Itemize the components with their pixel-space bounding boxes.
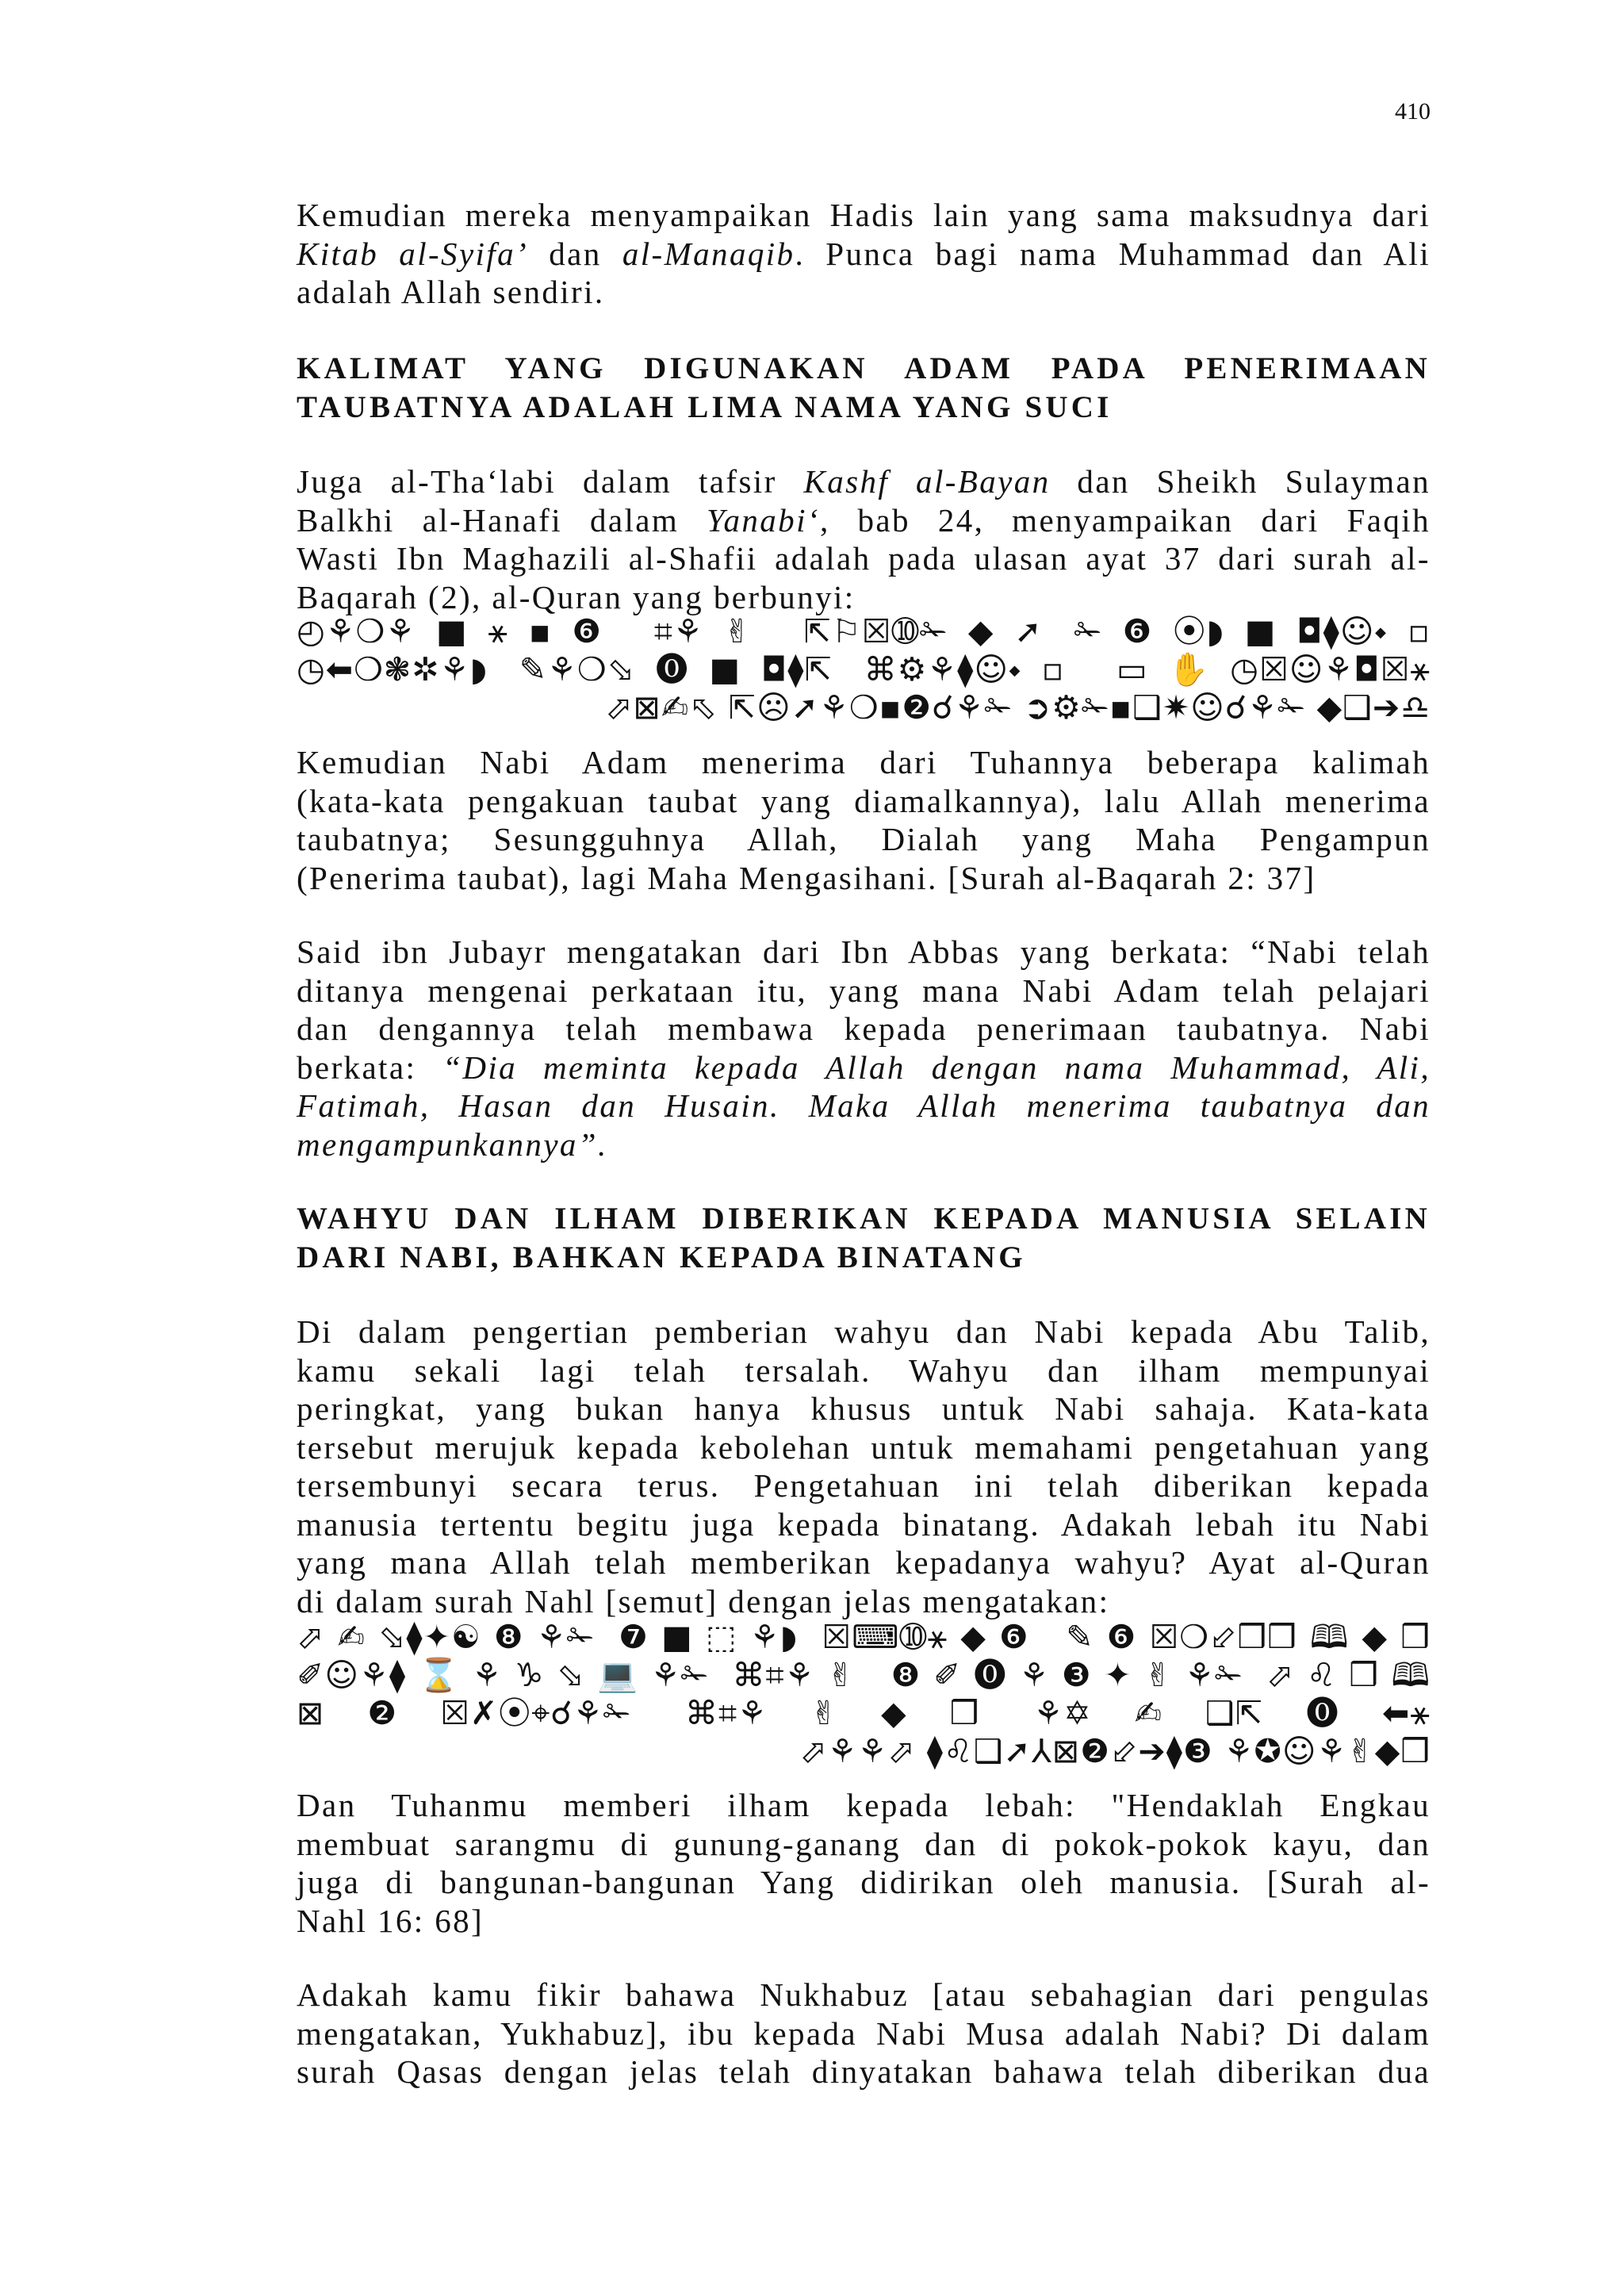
heading-line: DARI NABI, BAHKAN KEPADA BINATANG <box>297 1240 1026 1274</box>
verse-glyphs-1 <box>297 612 1431 726</box>
paragraph-4 <box>297 933 1431 1163</box>
glyph-line: ⬀⚘⚘⬀ ⧫♌❑➚⅄⊠❷⬃➔⧫❸ ⚘✪☺⚘✌◆❒ <box>799 1732 1431 1770</box>
glyph-line: ⬀✍⬂⧫✦☯❽⚘✁ ❼■⬚⚘◗ ☒⌨➉⚹◆❻ ✎❻☒❍⬃❒❒🕮◆❒ <box>297 1618 1431 1656</box>
section-heading-1 <box>297 350 1431 427</box>
text-line: ditanya mengenai perkataan itu, yang mana Nabi Adam telah pelajari <box>297 972 1431 1009</box>
text-line: Kemudian mereka menyampaikan Hadis lain yang sama maksudnya dari <box>297 197 1431 233</box>
text-line: Adakah kamu fikir bahawa Nukhabuz [atau sebahagian dari pengulas <box>297 1976 1431 2013</box>
heading-line: KALIMAT YANG DIGUNAKAN ADAM PADA PENERIMAAN <box>297 351 1431 385</box>
page-number: 410 <box>1395 98 1431 125</box>
paragraph-2 <box>297 462 1431 616</box>
text-span: , bab 24, menyampaikan dari Faqih <box>819 501 1431 539</box>
italic-title: Yanabi‘ <box>707 501 820 539</box>
text-line: (kata-kata pengakuan taubat yang diamalkannya), lalu Allah menerima <box>297 782 1431 819</box>
paragraph-1 <box>297 196 1431 312</box>
glyph-line: ✐☺⚘⧫⌛⚘♑⬂💻⚘✁ ⌘⌗⚘✌ ❽✐⓿⚘❸✦✌⚘✁ ⬀♌❒🕮 <box>297 1656 1431 1694</box>
text-line: surah Qasas dengan jelas telah dinyatakan bahawa telah diberikan dua <box>297 2053 1431 2090</box>
text-line: dan dengannya telah membawa kepada penerimaan taubatnya. Nabi <box>297 1010 1431 1047</box>
italic-quote: mengampunkannya”. <box>297 1125 608 1163</box>
glyph-line: ◴⚘❍⚘■⚹▪❻ ⌗⚘✌ ⇱⚐☒➉✁◆➚ ✁❻⦿◗■◘⧫☺⬩▫ <box>297 612 1431 650</box>
text-line: tersebut merujuk kepada kebolehan untuk memahami pengetahuan yang <box>297 1428 1431 1466</box>
text-line: adalah Allah sendiri. <box>297 274 605 310</box>
italic-quote: “Dia meminta kepada Allah dengan nama Muhammad, Ali, <box>442 1048 1431 1086</box>
heading-line: WAHYU DAN ILHAM DIBERIKAN KEPADA MANUSIA SELAIN <box>297 1202 1431 1236</box>
italic-quote: Fatimah, Hasan dan Husain. Maka Allah menerima taubatnya dan <box>297 1087 1431 1124</box>
text-line: kamu sekali lagi telah tersalah. Wahyu dan ilham mempunyai <box>297 1351 1431 1389</box>
text-line: yang mana Allah telah memberikan kepadanya wahyu? Ayat al-Quran <box>297 1544 1431 1581</box>
text-line: Kemudian Nabi Adam menerima dari Tuhannya beberapa kalimah <box>297 744 1431 780</box>
text-line: Wasti Ibn Maghazili al-Shafii adalah pada ulasan ayat 37 dari surah al- <box>297 540 1431 577</box>
italic-title: Kitab al-Syifa’ <box>297 235 529 272</box>
text-line: Di dalam pengertian pemberian wahyu dan Nabi kepada Abu Talib, <box>297 1313 1431 1350</box>
italic-title: al-Manaqib <box>622 235 795 272</box>
text-line: Nahl 16: 68] <box>297 1902 485 1939</box>
italic-title: Kashf al-Bayan <box>803 463 1051 500</box>
text-line: Dan Tuhanmu memberi ilham kepada lebah: "Hendaklah Engkau <box>297 1787 1431 1823</box>
text-line: manusia tertentu begitu juga kepada binatang. Adakah lebah itu Nabi <box>297 1505 1431 1543</box>
section-heading-2 <box>297 1200 1431 1277</box>
text-line: mengatakan, Yukhabuz], ibu kepada Nabi Musa adalah Nabi? Di dalam <box>297 2014 1431 2052</box>
text-line: di dalam surah Nahl [semut] dengan jelas mengatakan: <box>297 1582 1110 1619</box>
text-span: Balkhi al-Hanafi dalam <box>297 501 707 539</box>
paragraph-7 <box>297 1976 1431 2091</box>
paragraph-6 <box>297 1786 1431 1940</box>
text-span: dan <box>528 235 622 272</box>
verse-glyphs-2 <box>297 1618 1431 1770</box>
text-line <box>297 1048 1431 1087</box>
text-line: (Penerima taubat), lagi Maha Mengasihani. [Surah al-Baqarah 2: 37] <box>297 859 1316 896</box>
glyph-line: ◷⬅❍❃✲⚘◗ ✎⚘❍⬂⓿■◘⧫⇱ ⌘⚙⚘⧫☺⬩▫ ▭✋◷☒☺⚘◘☒⚹ <box>297 650 1431 688</box>
glyph-line: ⬀⊠✍⬁ ⇱☹➚⚘❍▪❷☌⚘✁ ➲⚙✁▪❑✷☺☌⚘✁ ◆❑➔♎ <box>605 688 1431 726</box>
text-span: . Punca bagi nama Muhammad dan Ali <box>795 235 1431 272</box>
text-line: juga di bangunan-bangunan Yang didirikan oleh manusia. [Surah al- <box>297 1864 1431 1900</box>
paragraph-3 <box>297 743 1431 897</box>
glyph-line: ⊠❷☒✗⦿⌖☌⚘✁ ⌘⌗⚘✌◆❒ ⚘✡✍❑⇱⓿⬅⚹ <box>297 1694 1431 1732</box>
paragraph-5 <box>297 1313 1431 1620</box>
text-line: membuat sarangmu di gunung-ganang dan di pokok-pokok kayu, dan <box>297 1825 1431 1862</box>
text-line <box>297 501 1431 540</box>
text-line <box>297 235 1431 274</box>
text-line: Baqarah (2), al-Quran yang berbunyi: <box>297 578 856 615</box>
text-line: peringkat, yang bukan hanya khusus untuk Nabi sahaja. Kata-kata <box>297 1390 1431 1427</box>
text-line <box>297 1087 1431 1125</box>
text-span: Juga al-Tha‘labi dalam tafsir <box>297 463 804 500</box>
text-line: taubatnya; Sesungguhnya Allah, Dialah yang Maha Pengampun <box>297 821 1431 857</box>
text-span: berkata: <box>297 1048 443 1086</box>
text-span: dan Sheikh Sulayman <box>1050 463 1431 500</box>
text-line <box>297 1125 1431 1164</box>
text-line: tersembunyi secara terus. Pengetahuan ini telah diberikan kepada <box>297 1467 1431 1504</box>
text-line <box>297 462 1431 501</box>
heading-line: TAUBATNYA ADALAH LIMA NAMA YANG SUCI <box>297 389 1113 424</box>
text-line: Said ibn Jubayr mengatakan dari Ibn Abbas yang berkata: “Nabi telah <box>297 933 1431 970</box>
